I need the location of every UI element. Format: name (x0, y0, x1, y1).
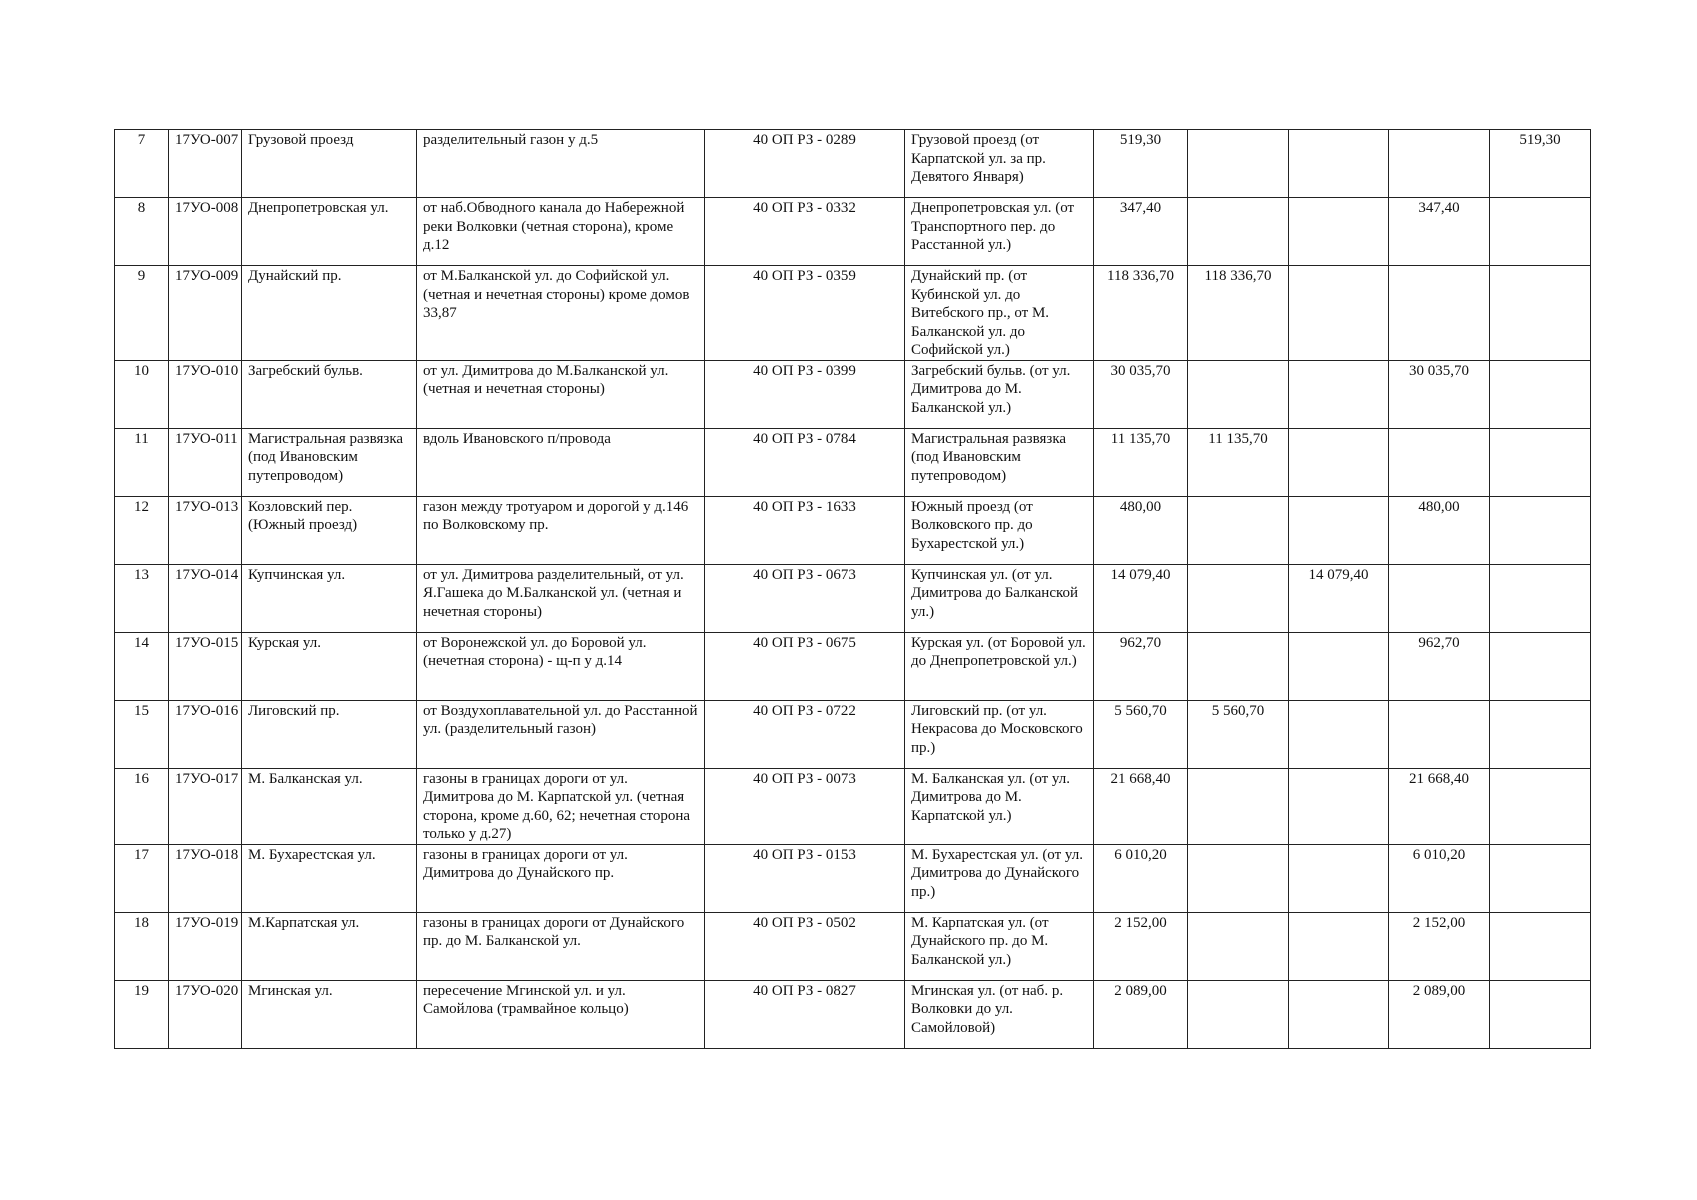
row-number: 19 (115, 980, 169, 1048)
street-name: М. Бухарестская ул. (242, 844, 417, 912)
area-column-1 (1188, 912, 1289, 980)
area-column-1 (1188, 130, 1289, 198)
location-description: от Воронежской ул. до Боровой ул. (нечетная сторона) - щ-п у д.14 (417, 632, 705, 700)
road-section: Днепропетровская ул. (от Транспортного пер. до Расстанной ул.) (905, 198, 1094, 266)
area-total: 21 668,40 (1094, 768, 1188, 844)
location-description: газоны в границах дороги от Дунайского пр. до М. Балканской ул. (417, 912, 705, 980)
road-section: Лиговский пр. (от ул. Некрасова до Московского пр.) (905, 700, 1094, 768)
area-column-2 (1289, 360, 1389, 428)
area-column-3: 480,00 (1389, 496, 1490, 564)
table-row (115, 768, 1591, 844)
street-name: Магистральная развязка (под Ивановским путепроводом) (242, 428, 417, 496)
object-code: 17УО-007 (169, 130, 242, 198)
area-total: 519,30 (1094, 130, 1188, 198)
area-column-3 (1389, 564, 1490, 632)
area-column-1 (1188, 496, 1289, 564)
road-registry-number: 40 ОП РЗ - 0359 (705, 266, 905, 361)
area-column-4 (1490, 266, 1591, 361)
object-code: 17УО-014 (169, 564, 242, 632)
table-body (115, 130, 1591, 1049)
area-column-1 (1188, 980, 1289, 1048)
area-column-2 (1289, 844, 1389, 912)
road-registry-number: 40 ОП РЗ - 0153 (705, 844, 905, 912)
area-total: 14 079,40 (1094, 564, 1188, 632)
area-total: 480,00 (1094, 496, 1188, 564)
area-column-2 (1289, 700, 1389, 768)
row-number: 8 (115, 198, 169, 266)
road-section: М. Балканская ул. (от ул. Димитрова до М. Карпатской ул.) (905, 768, 1094, 844)
table-row (115, 496, 1591, 564)
road-section: Загребский бульв. (от ул. Димитрова до М. Балканской ул.) (905, 360, 1094, 428)
area-column-2 (1289, 768, 1389, 844)
location-description: от наб.Обводного канала до Набережной реки Волковки (четная сторона), кроме д.12 (417, 198, 705, 266)
area-column-1: 118 336,70 (1188, 266, 1289, 361)
location-description: от Воздухоплавательной ул. до Расстанной ул. (разделительный газон) (417, 700, 705, 768)
area-total: 5 560,70 (1094, 700, 1188, 768)
object-code: 17УО-013 (169, 496, 242, 564)
area-column-2 (1289, 912, 1389, 980)
road-section: Магистральная развязка (под Ивановским путепроводом) (905, 428, 1094, 496)
area-total: 2 089,00 (1094, 980, 1188, 1048)
street-name: Грузовой проезд (242, 130, 417, 198)
street-name: Козловский пер. (Южный проезд) (242, 496, 417, 564)
area-column-1 (1188, 844, 1289, 912)
area-column-3 (1389, 130, 1490, 198)
location-description: от ул. Димитрова до М.Балканской ул. (четная и нечетная стороны) (417, 360, 705, 428)
road-registry-number: 40 ОП РЗ - 1633 (705, 496, 905, 564)
area-column-1 (1188, 632, 1289, 700)
table-row (115, 130, 1591, 198)
area-column-3: 2 152,00 (1389, 912, 1490, 980)
area-total: 347,40 (1094, 198, 1188, 266)
area-column-1 (1188, 198, 1289, 266)
object-code: 17УО-008 (169, 198, 242, 266)
area-column-2 (1289, 428, 1389, 496)
table-row (115, 632, 1591, 700)
location-description: газон между тротуаром и дорогой у д.146 по Волковскому пр. (417, 496, 705, 564)
road-registry-number: 40 ОП РЗ - 0332 (705, 198, 905, 266)
table-row (115, 912, 1591, 980)
road-registry-number: 40 ОП РЗ - 0399 (705, 360, 905, 428)
table-row (115, 700, 1591, 768)
object-code: 17УО-009 (169, 266, 242, 361)
road-section: Грузовой проезд (от Карпатской ул. за пр. Девятого Января) (905, 130, 1094, 198)
road-registry-number: 40 ОП РЗ - 0827 (705, 980, 905, 1048)
area-column-3: 962,70 (1389, 632, 1490, 700)
area-column-2 (1289, 130, 1389, 198)
table-row (115, 428, 1591, 496)
area-column-4 (1490, 844, 1591, 912)
area-column-4 (1490, 632, 1591, 700)
table-row (115, 980, 1591, 1048)
street-name: Мгинская ул. (242, 980, 417, 1048)
row-number: 11 (115, 428, 169, 496)
row-number: 16 (115, 768, 169, 844)
area-column-2 (1289, 198, 1389, 266)
location-description: вдоль Ивановского п/провода (417, 428, 705, 496)
area-column-3 (1389, 266, 1490, 361)
row-number: 13 (115, 564, 169, 632)
object-code: 17УО-011 (169, 428, 242, 496)
street-name: Днепропетровская ул. (242, 198, 417, 266)
location-description: пересечение Мгинской ул. и ул. Самойлова (трамвайное кольцо) (417, 980, 705, 1048)
row-number: 15 (115, 700, 169, 768)
object-code: 17УО-016 (169, 700, 242, 768)
location-description: от М.Балканской ул. до Софийской ул. (четная и нечетная стороны) кроме домов 33,87 (417, 266, 705, 361)
area-column-4 (1490, 428, 1591, 496)
area-column-4 (1490, 768, 1591, 844)
area-column-2: 14 079,40 (1289, 564, 1389, 632)
street-name: М.Карпатская ул. (242, 912, 417, 980)
location-description: разделительный газон у д.5 (417, 130, 705, 198)
area-total: 30 035,70 (1094, 360, 1188, 428)
road-registry-number: 40 ОП РЗ - 0073 (705, 768, 905, 844)
street-name: Дунайский пр. (242, 266, 417, 361)
area-column-2 (1289, 266, 1389, 361)
area-column-4 (1490, 564, 1591, 632)
area-total: 11 135,70 (1094, 428, 1188, 496)
street-name: Купчинская ул. (242, 564, 417, 632)
road-registry-number: 40 ОП РЗ - 0673 (705, 564, 905, 632)
area-column-3 (1389, 428, 1490, 496)
road-section: Южный проезд (от Волковского пр. до Бухарестской ул.) (905, 496, 1094, 564)
street-name: Лиговский пр. (242, 700, 417, 768)
location-description: газоны в границах дороги от ул. Димитрова до Дунайского пр. (417, 844, 705, 912)
area-column-1 (1188, 564, 1289, 632)
street-name: Загребский бульв. (242, 360, 417, 428)
area-total: 6 010,20 (1094, 844, 1188, 912)
street-name: Курская ул. (242, 632, 417, 700)
row-number: 7 (115, 130, 169, 198)
area-total: 118 336,70 (1094, 266, 1188, 361)
location-description: от ул. Димитрова разделительный, от ул. Я.Гашека до М.Балканской ул. (четная и нечетная стороны) (417, 564, 705, 632)
row-number: 14 (115, 632, 169, 700)
object-code: 17УО-010 (169, 360, 242, 428)
area-column-3: 6 010,20 (1389, 844, 1490, 912)
area-column-4 (1490, 360, 1591, 428)
object-code: 17УО-020 (169, 980, 242, 1048)
object-code: 17УО-017 (169, 768, 242, 844)
table-row (115, 198, 1591, 266)
location-description: газоны в границах дороги от ул. Димитрова до М. Карпатской ул. (четная сторона, кроме д.60, 62; нечетная сторона только у д.27) (417, 768, 705, 844)
area-column-3: 347,40 (1389, 198, 1490, 266)
area-column-3: 21 668,40 (1389, 768, 1490, 844)
road-section: М. Карпатская ул. (от Дунайского пр. до М. Балканской ул.) (905, 912, 1094, 980)
road-section: Курская ул. (от Боровой ул. до Днепропетровской ул.) (905, 632, 1094, 700)
road-section: М. Бухарестская ул. (от ул. Димитрова до Дунайского пр.) (905, 844, 1094, 912)
area-column-2 (1289, 632, 1389, 700)
area-column-4 (1490, 980, 1591, 1048)
area-column-1: 5 560,70 (1188, 700, 1289, 768)
area-column-4 (1490, 496, 1591, 564)
object-code: 17УО-019 (169, 912, 242, 980)
row-number: 17 (115, 844, 169, 912)
area-column-3 (1389, 700, 1490, 768)
road-section: Дунайский пр. (от Кубинской ул. до Витебского пр., от М. Балканской ул. до Софийской ул.) (905, 266, 1094, 361)
table-row (115, 266, 1591, 361)
area-column-1 (1188, 768, 1289, 844)
road-registry-number: 40 ОП РЗ - 0722 (705, 700, 905, 768)
row-number: 9 (115, 266, 169, 361)
area-column-2 (1289, 496, 1389, 564)
area-column-4 (1490, 700, 1591, 768)
area-column-4 (1490, 198, 1591, 266)
table-row (115, 360, 1591, 428)
table-row (115, 564, 1591, 632)
row-number: 12 (115, 496, 169, 564)
lawn-registry-table (114, 129, 1591, 1049)
street-name: М. Балканская ул. (242, 768, 417, 844)
road-registry-number: 40 ОП РЗ - 0502 (705, 912, 905, 980)
object-code: 17УО-018 (169, 844, 242, 912)
area-column-4: 519,30 (1490, 130, 1591, 198)
object-code: 17УО-015 (169, 632, 242, 700)
area-column-4 (1490, 912, 1591, 980)
table-row (115, 844, 1591, 912)
area-column-1: 11 135,70 (1188, 428, 1289, 496)
row-number: 10 (115, 360, 169, 428)
area-column-2 (1289, 980, 1389, 1048)
road-section: Мгинская ул. (от наб. р. Волковки до ул. Самойловой) (905, 980, 1094, 1048)
area-total: 2 152,00 (1094, 912, 1188, 980)
road-section: Купчинская ул. (от ул. Димитрова до Балканской ул.) (905, 564, 1094, 632)
area-column-1 (1188, 360, 1289, 428)
area-total: 962,70 (1094, 632, 1188, 700)
road-registry-number: 40 ОП РЗ - 0289 (705, 130, 905, 198)
row-number: 18 (115, 912, 169, 980)
road-registry-number: 40 ОП РЗ - 0675 (705, 632, 905, 700)
road-registry-number: 40 ОП РЗ - 0784 (705, 428, 905, 496)
area-column-3: 30 035,70 (1389, 360, 1490, 428)
area-column-3: 2 089,00 (1389, 980, 1490, 1048)
